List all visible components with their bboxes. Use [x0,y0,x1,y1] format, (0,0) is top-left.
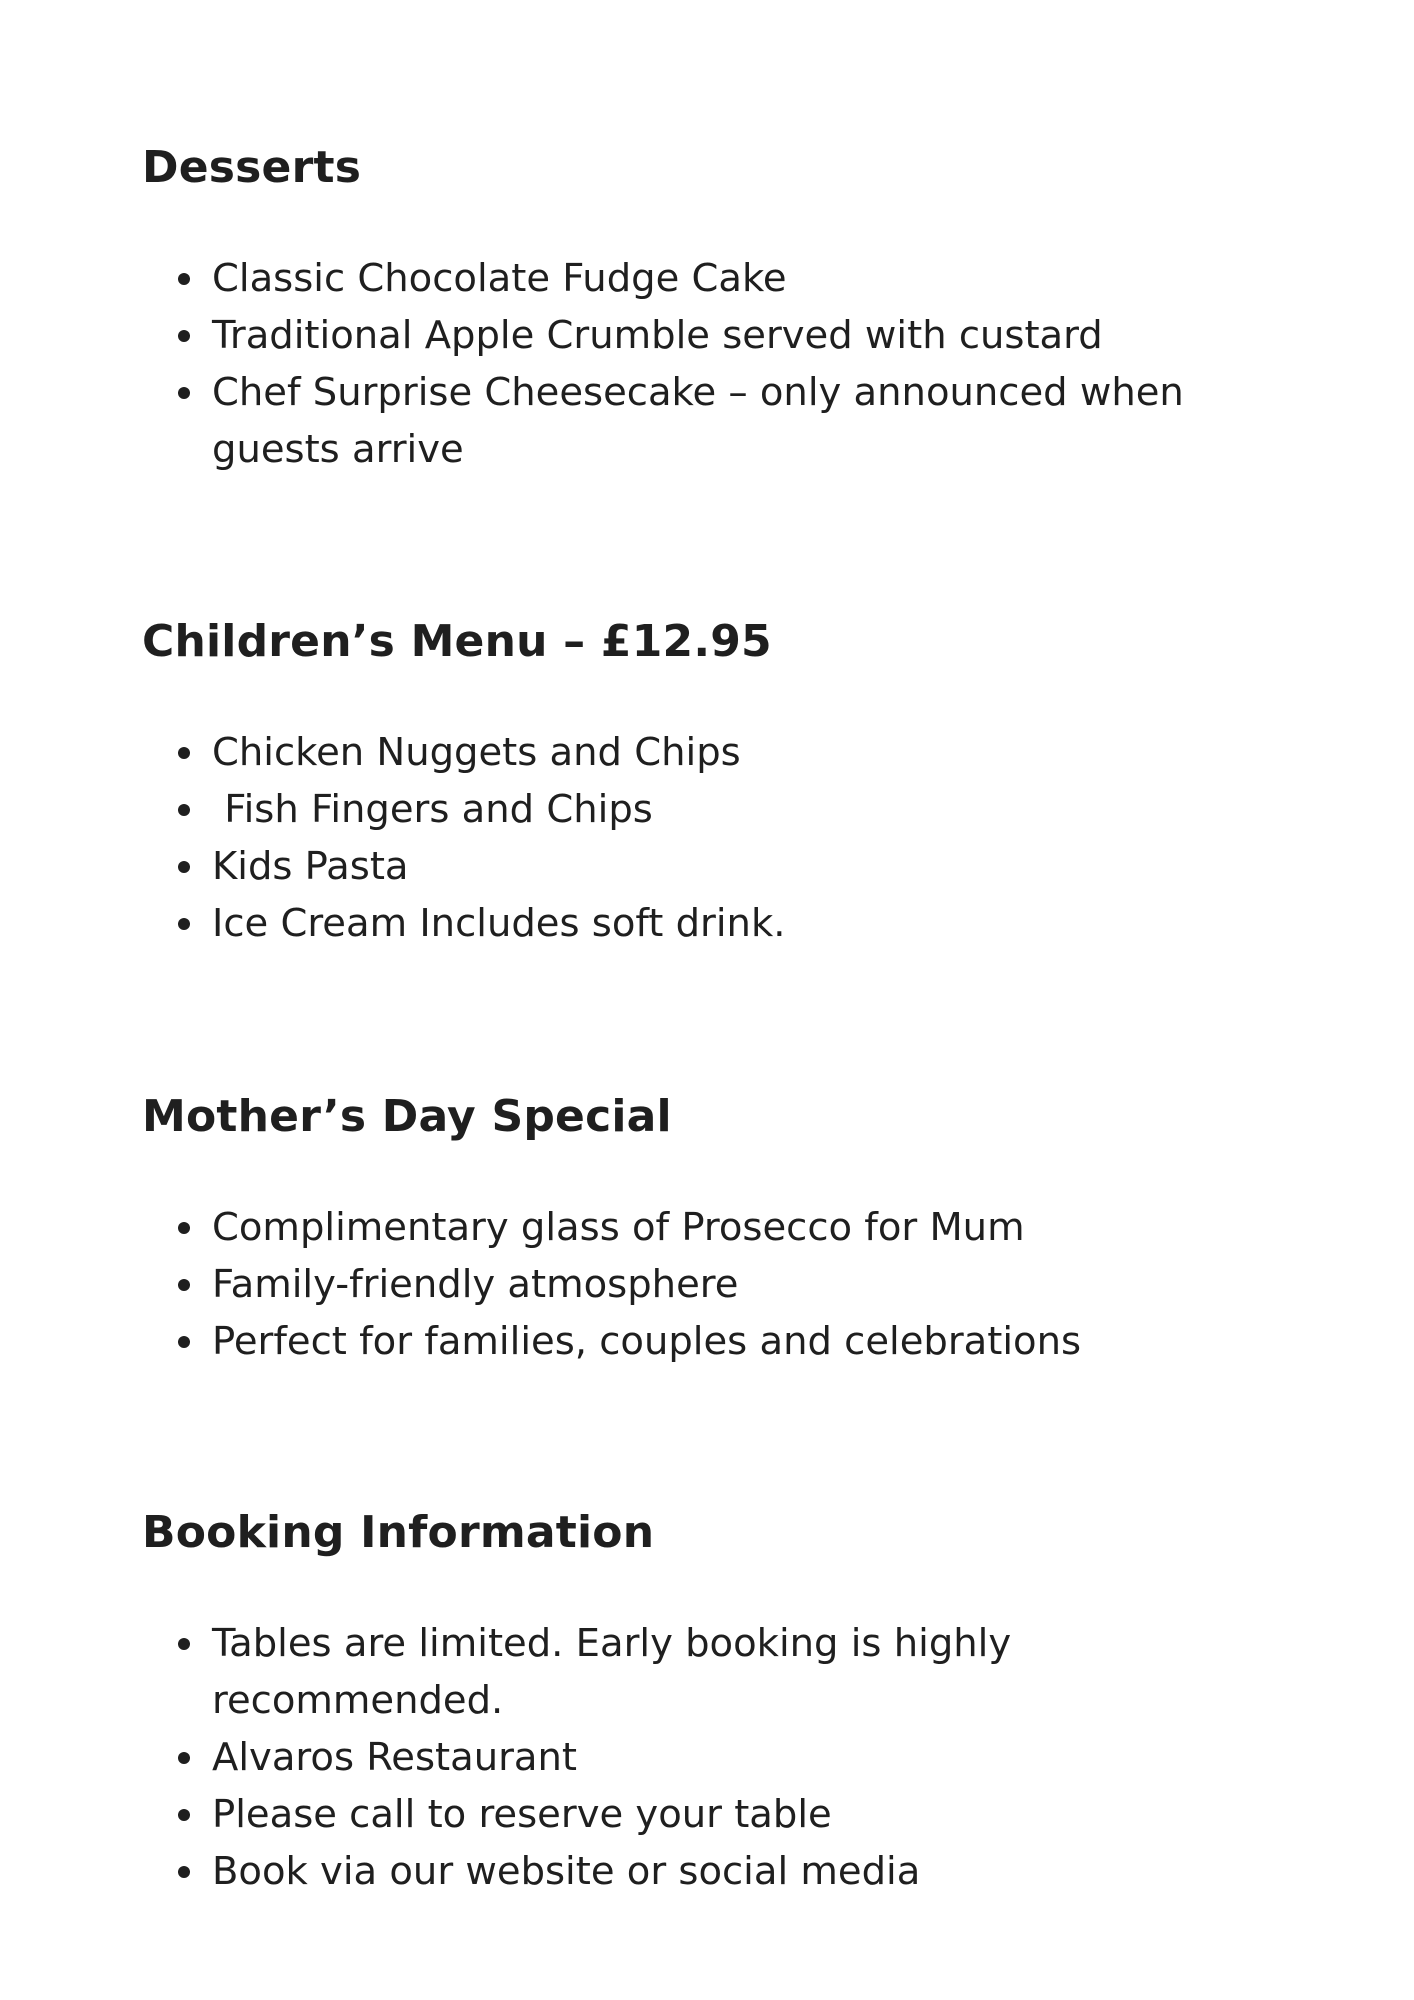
bullet-icon [178,804,190,816]
list-item-text: Traditional Apple Crumble served with custard [212,313,1103,358]
bullet-icon [178,747,190,759]
list-item-text: Alvaros Restaurant [212,1735,578,1780]
booking-information-heading: Booking Information [142,1507,655,1558]
bullet-icon [178,1866,190,1878]
bullet-icon [178,273,190,285]
bullet-icon [178,1279,190,1291]
list-item [142,1199,1292,1256]
bullet-icon [178,1809,190,1821]
list-item-text: Please call to reserve your table [212,1792,832,1837]
bullet-icon [178,330,190,342]
desserts-list [142,250,1292,478]
bullet-icon [178,918,190,930]
list-item-text: Chicken Nuggets and Chips [212,730,741,775]
list-item-text: Fish Fingers and Chips [212,787,653,832]
desserts-section [142,138,1292,478]
mothers-day-list [142,1199,1292,1370]
list-item-text: Perfect for families, couples and celebrations [212,1319,1082,1364]
childrens-menu-section [142,612,1292,952]
list-item [142,838,1292,895]
childrens-menu-heading: Children’s Menu – £12.95 [142,616,772,667]
bullet-icon [178,861,190,873]
bullet-icon [178,1222,190,1234]
list-item [142,1843,1292,1900]
list-item-text: Book via our website or social media [212,1849,921,1894]
childrens-menu-list [142,724,1292,952]
list-item [142,1256,1292,1313]
list-item [142,1313,1292,1370]
list-item [142,895,1292,952]
list-item-text: Chef Surprise Cheesecake – only announced when guests arrive [212,370,1184,472]
list-item [142,781,1292,838]
booking-information-list [142,1615,1292,1900]
bullet-icon [178,1336,190,1348]
bullet-icon [178,1752,190,1764]
booking-information-section [142,1503,1292,1900]
list-item [142,1615,1292,1729]
bullet-icon [178,387,190,399]
mothers-day-section [142,1087,1292,1370]
list-item-text: Kids Pasta [212,844,409,889]
list-item [142,250,1292,307]
list-item [142,724,1292,781]
list-item-text: Complimentary glass of Prosecco for Mum [212,1205,1025,1250]
list-item-text: Classic Chocolate Fudge Cake [212,256,787,301]
list-item-text: Ice Cream Includes soft drink. [212,901,786,946]
list-item [142,1786,1292,1843]
desserts-heading: Desserts [142,142,362,193]
list-item [142,1729,1292,1786]
bullet-icon [178,1638,190,1650]
list-item-text: Family-friendly atmosphere [212,1262,739,1307]
mothers-day-heading: Mother’s Day Special [142,1091,672,1142]
list-item [142,364,1292,478]
list-item-text: Tables are limited. Early booking is highly recommended. [212,1621,1012,1723]
list-item [142,307,1292,364]
